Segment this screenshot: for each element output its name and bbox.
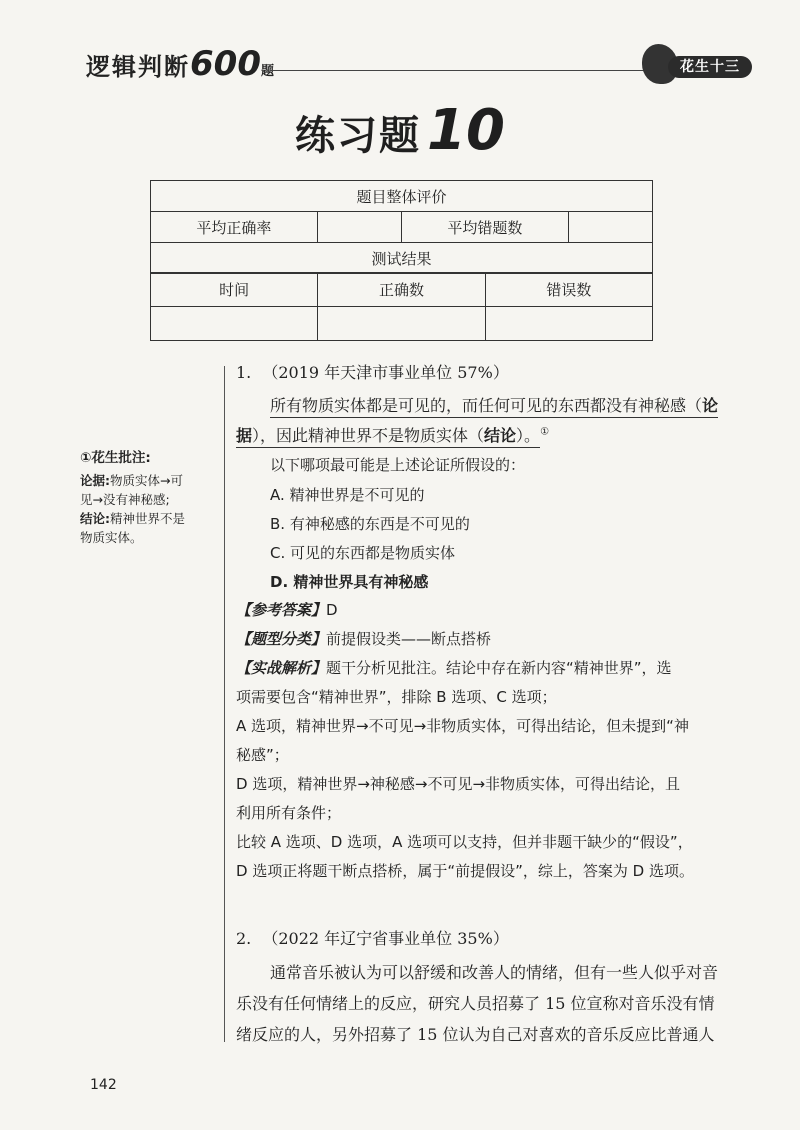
note-arg-label: 论据: [80,473,110,488]
test-heading: 测试结果 [151,243,653,274]
q1-number: 1. [236,363,252,382]
note-title: ①花生批注: [80,450,151,466]
q1-answer [236,596,736,625]
q2-source: （2022 年辽宁省事业单位 35%） [262,929,509,948]
q2-stem-line: 乐没有任何情绪上的反应，研究人员招募了 15 位宣称对音乐没有情 [236,994,715,1013]
correct-value [318,307,485,341]
q1-source: （2019 年天津市事业单位 57%） [262,363,509,382]
analysis-line: 项需要包含“精神世界”，排除 B 选项、C 选项； [236,688,557,706]
q1-stem-part: ）。 [516,426,541,445]
table-row [151,273,653,307]
q2-stem-line: 绪反应的人，另外招募了 15 位认为自己对喜欢的音乐反应比普通人 [236,1025,715,1044]
q1-option-a: A. 精神世界是不可见的 [270,486,425,504]
q2-header [236,926,509,949]
q1-question: 以下哪项最可能是上述论证所假设的： [270,456,526,474]
q1-stem-text [270,396,718,418]
q1-option-c: C. 可见的东西都是物质实体 [270,544,456,562]
q1-option-b: B. 有神秘感的东西是不可见的 [270,515,470,533]
col-time: 时间 [151,273,318,307]
margin-rule [224,366,225,1042]
avg-wrong-value [568,212,652,243]
q1-footnote-marker: ① [540,426,550,438]
exercise-number: 10 [427,98,505,163]
analysis-line: D 选项，精神世界→神秘感→不可见→非物质实体，可得出结论，且 [236,775,681,793]
q1-stem-part: ），因此精神世界不是物质实体（ [252,426,485,445]
analysis-label: 【实战解析】 [236,659,327,677]
overall-heading: 题目整体评价 [151,181,653,212]
margin-note [80,449,230,547]
q1-stem-bold: 结论 [484,426,517,445]
analysis-line: 利用所有条件； [236,804,342,822]
note-line: 见→没有神秘感; [80,492,170,507]
col-correct: 正确数 [318,273,485,307]
type-value: 前提假设类——断点搭桥 [326,630,492,648]
answer-value: D [326,601,338,619]
avg-correct-label: 平均正确率 [151,212,318,243]
evaluation-table [150,180,653,274]
note-line [80,509,230,528]
q1-type [236,625,736,654]
avg-correct-value [317,212,401,243]
q1-analysis [236,654,736,886]
book-title-number: 600 [190,44,261,84]
note-line [80,471,230,490]
analysis-line: A 选项，精神世界→不可见→非物质实体，可得出结论，但未提到“神 [236,717,689,735]
book-title-text: 逻辑判断 [86,53,190,81]
analysis-line: 比较 A 选项、D 选项，A 选项可以支持，但并非题干缺少的“假设”， [236,833,693,851]
table-row [151,181,653,212]
book-title-suffix: 题 [260,64,276,79]
q1-header [236,360,509,383]
results-table [150,272,653,341]
page-number: 142 [90,1077,117,1093]
q1-option-d: D. 精神世界具有神秘感 [270,573,429,591]
avg-wrong-label: 平均错题数 [401,212,568,243]
q1-stem-line-1 [270,393,718,416]
q1-stem-bold: 论 [702,396,719,415]
note-con-text: 精神世界不是 [110,511,186,526]
q1-stem-line-2 [236,423,549,446]
col-wrong: 错误数 [485,273,652,307]
brand-logo [642,44,752,84]
analysis-line [236,654,736,683]
answer-label: 【参考答案】 [236,601,327,619]
table-row [151,212,653,243]
note-con-label: 结论: [80,511,110,526]
table-row [151,243,653,274]
table-row [151,307,653,341]
time-value [151,307,318,341]
wrong-value [485,307,652,341]
analysis-line: D 选项正将题干断点搭桥，属于“前提假设”，综上，答案为 D 选项。 [236,862,694,880]
exercise-title-text: 练习题 [295,113,422,159]
q2-stem-line: 通常音乐被认为可以舒缓和改善人的情绪，但有一些人似乎对音 [270,963,719,982]
analysis-text: 题干分析见批注。结论中存在新内容“精神世界”，选 [326,659,672,677]
q1-stem-part: 所有物质实体都是可见的，而任何可见的东西都没有神秘感（ [270,396,703,415]
brand-name: 花生十三 [668,56,752,78]
exercise-title [0,98,800,163]
note-line: 物质实体。 [80,530,143,545]
q2-number: 2. [236,929,252,948]
book-title [86,44,276,84]
header-rule [270,70,650,71]
q1-stem-bold: 据 [236,426,253,445]
note-arg-text: 物质实体→可 [110,473,183,488]
analysis-line: 秘感”； [236,746,289,764]
q1-stem-text-2 [236,426,540,448]
type-label: 【题型分类】 [236,630,327,648]
